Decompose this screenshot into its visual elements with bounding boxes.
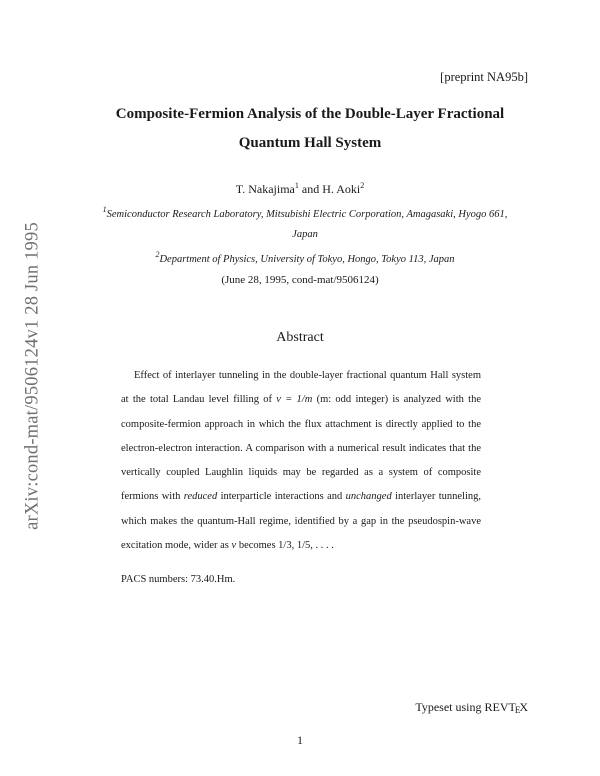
affiliation-2 (70, 250, 540, 265)
nu-symbol: ν (231, 540, 237, 552)
author-nakajima: T. Nakajima (235, 182, 295, 196)
author-list (60, 181, 540, 197)
affiliation-1-mark: 1 (102, 205, 107, 214)
typeset-tex-e: E (514, 705, 521, 715)
typeset-note (415, 700, 528, 715)
arxiv-identifier: arXiv:cond-mat/9506124v1 28 Jun 1995 (22, 222, 43, 530)
abstract-text-3: interparticle interactions and (217, 491, 346, 503)
arxiv-sidebar (22, 196, 44, 556)
abstract-text-2: (m: odd integer) is analyzed with the composite-fermion approach in which the flux attachment is directly applied to the electron-electron interaction. A comparison with a numerical result indicates that the vertically coupled Laughlin liquids may be regarded as a system of composite fermions with (121, 394, 481, 503)
affiliation-1-text: Semiconductor Research Laboratory, Mitsubishi Electric Corporation, Amagasaki, Hyogo 661, (106, 209, 508, 220)
typeset-prefix: Typeset using REVT (415, 700, 516, 714)
affiliation-1-country: Japan (292, 229, 318, 240)
affiliation-1 (70, 205, 540, 220)
emphasis-unchanged: unchanged (345, 491, 392, 503)
pacs-numbers: PACS numbers: 73.40.Hm. (121, 574, 236, 585)
typeset-suffix: X (519, 700, 528, 714)
emphasis-reduced: reduced (183, 491, 218, 503)
paper-date: (June 28, 1995, cond-mat/9506124) (221, 274, 379, 286)
affiliation-mark-1: 1 (294, 181, 299, 190)
abstract-heading: Abstract (276, 330, 324, 345)
paper-title-line-2: Quantum Hall System (238, 135, 382, 151)
abstract-paragraph (121, 364, 481, 558)
abstract-text-5: becomes 1/3, 1/5, . . . . (236, 540, 334, 552)
author-conjunction: and (298, 182, 323, 196)
preprint-number: [preprint NA95b] (440, 70, 528, 84)
affiliation-2-text: Department of Physics, University of Tokyo, Hongo, Tokyo 113, Japan (159, 254, 455, 265)
abstract-text-1: Effect of interlayer tunneling in the double-layer fractional quantum Hall system at the total Landau level filling of (121, 370, 481, 406)
abstract-text-4: interlayer tunneling, which makes the quantum-Hall regime, identified by a gap in the pseudospin-wave excitation mode, wider as (121, 491, 481, 552)
author-aoki: H. Aoki (322, 182, 361, 196)
affiliation-2-mark: 2 (155, 250, 160, 259)
affiliation-mark-2: 2 (360, 181, 365, 190)
page-number: 1 (297, 733, 303, 747)
filling-equation: ν = 1/m (276, 394, 313, 406)
abstract-body (121, 364, 481, 558)
paper-title-line-1: Composite-Fermion Analysis of the Double-Layer Fractional (115, 106, 505, 122)
